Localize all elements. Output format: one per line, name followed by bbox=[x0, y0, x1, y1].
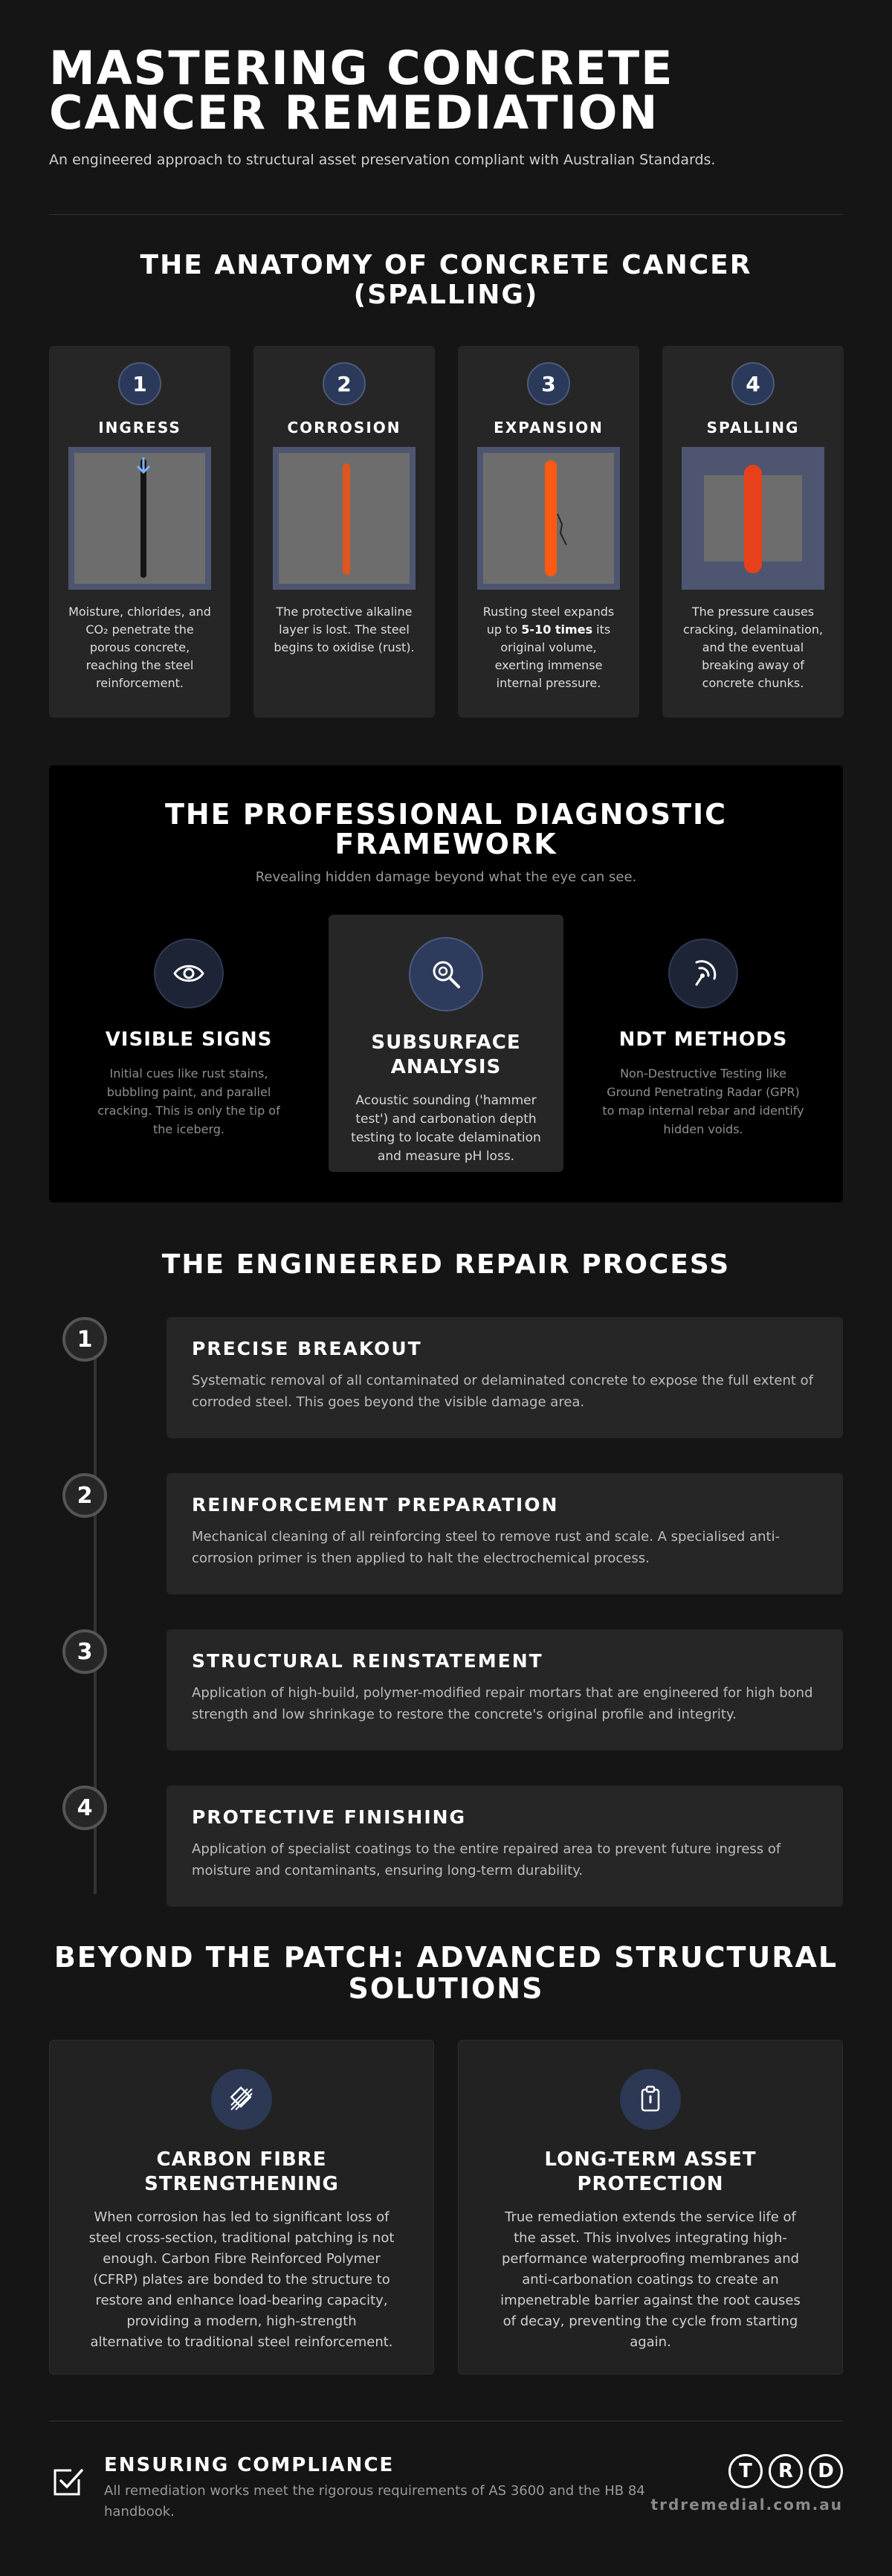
stage-number: 1 bbox=[118, 362, 161, 405]
brand-letter-t: T bbox=[728, 2454, 763, 2488]
corrosion-illustration bbox=[273, 447, 416, 590]
expanded-rebar-shape bbox=[545, 460, 557, 576]
diagnostic-text: Non-Destructive Testing like Ground Penetrating Radar (GPR) to map internal rebar and identify hidden voids. bbox=[602, 1066, 804, 1136]
diagnostic-text: Initial cues like rust stains, bubbling paint, and parallel cracking. This is only the tip of the iceberg. bbox=[97, 1066, 280, 1136]
stage-card-expansion bbox=[458, 346, 639, 718]
step-number: 4 bbox=[62, 1786, 107, 1830]
page-title-line2: CANCER REMEDIATION bbox=[49, 86, 659, 140]
compliance-block bbox=[104, 2454, 669, 2522]
compliance-text: All remediation works meet the rigorous requirements of AS 3600 and the HB 84 handbook. bbox=[104, 2483, 645, 2519]
step-text: Application of high-build, polymer-modified repair mortars that are engineered for high bond strength and low shrinkage to restore the concrete's original profile and integrity. bbox=[192, 1685, 813, 1722]
radar-icon bbox=[668, 938, 738, 1008]
divider bbox=[49, 214, 843, 215]
repair-step bbox=[77, 1786, 843, 1907]
brand-url: trdremedial.com.au bbox=[650, 2496, 843, 2514]
brand-letter-d: D bbox=[809, 2454, 843, 2488]
step-number: 3 bbox=[62, 1629, 107, 1674]
step-text: Application of specialist coatings to the entire repaired area to prevent future ingress of moisture and contaminants, ensuring long-term durability. bbox=[192, 1841, 781, 1878]
diagnostic-title bbox=[49, 799, 843, 859]
stage-number: 4 bbox=[731, 362, 775, 405]
step-title: PROTECTIVE FINISHING bbox=[192, 1806, 467, 1828]
anatomy-section bbox=[49, 251, 843, 718]
diagnostic-name: VISIBLE SIGNS bbox=[105, 1028, 273, 1051]
stage-description: The protective alkaline layer is lost. The steel begins to oxidise (rust). bbox=[274, 605, 415, 654]
ingress-illustration bbox=[68, 447, 211, 590]
diagnostic-section bbox=[49, 765, 843, 1202]
diagnostic-title-line1: THE PROFESSIONAL DIAGNOSTIC bbox=[164, 798, 728, 831]
eye-icon bbox=[154, 938, 224, 1008]
stage-number: 2 bbox=[323, 362, 366, 405]
fibre-icon bbox=[211, 2069, 272, 2130]
step-number: 1 bbox=[62, 1317, 107, 1362]
step-text: Systematic removal of all contaminated or delaminated concrete to expose the full extent of corroded steel. This goes beyond the visible damage area. bbox=[192, 1373, 814, 1410]
diagnostic-text: Acoustic sounding ('hammer test') and carbonation depth testing to locate delamination and measure pH loss. bbox=[351, 1093, 541, 1164]
brand-letters bbox=[651, 2454, 843, 2488]
brand-logo bbox=[651, 2454, 843, 2514]
stage-card-spalling bbox=[662, 346, 844, 718]
compliance-title: ENSURING COMPLIANCE bbox=[104, 2454, 395, 2476]
repair-step bbox=[77, 1473, 843, 1594]
repair-steps bbox=[49, 1317, 843, 1907]
checkbox-check-icon bbox=[49, 2463, 86, 2500]
advanced-cards bbox=[49, 2040, 843, 2374]
stage-name: EXPANSION bbox=[494, 419, 604, 437]
advanced-card-carbon-fibre bbox=[49, 2040, 434, 2374]
exposed-rebar-shape bbox=[744, 465, 762, 573]
anatomy-title-line1: THE ANATOMY OF CONCRETE CANCER bbox=[140, 250, 752, 280]
advanced-title-line1: BEYOND THE PATCH: ADVANCED STRUCTURAL bbox=[54, 1941, 838, 1974]
page-title-line1: MASTERING CONCRETE bbox=[49, 41, 674, 95]
diagnostic-visible-signs bbox=[71, 915, 306, 1172]
step-text: Mechanical cleaning of all reinforcing steel to remove rust and scale. A specialised anti-corrosion primer is then applied to halt the electrochemical process. bbox=[192, 1529, 780, 1566]
repair-step bbox=[77, 1629, 843, 1751]
stage-card-ingress bbox=[49, 346, 230, 718]
diagnostic-subsurface-analysis bbox=[329, 915, 563, 1172]
rusting-rebar-shape bbox=[343, 463, 350, 575]
stage-name: CORROSION bbox=[287, 419, 401, 437]
anatomy-title-line2: (SPALLING) bbox=[353, 280, 539, 310]
spalling-illustration bbox=[682, 447, 824, 590]
stage-name: INGRESS bbox=[98, 419, 181, 437]
step-number: 2 bbox=[62, 1473, 107, 1518]
advanced-card-name: LONG-TERM ASSET PROTECTION bbox=[544, 2148, 757, 2195]
clipboard-icon bbox=[620, 2069, 681, 2130]
advanced-card-text: When corrosion has led to significant loss of steel cross-section, traditional patching is not enough. Carbon Fibre Reinforced Polymer (CFRP) plates are bonded to the structure to restore and enhance load-bearing capacity, providing a modern, high-strength alternative to traditional steel reinforcement. bbox=[88, 2209, 395, 2350]
brand-letter-r: R bbox=[769, 2454, 803, 2488]
advanced-card-asset-protection bbox=[458, 2040, 843, 2374]
stage-name: SPALLING bbox=[706, 419, 800, 437]
advanced-section bbox=[49, 1942, 843, 2374]
repair-step bbox=[77, 1317, 843, 1438]
advanced-card-text: True remediation extends the service life of the asset. This involves integrating high-performance waterproofing membranes and anti-carbonation coatings to create an impenetrable barrier against the root causes of decay, preventing the cycle from starting again. bbox=[500, 2209, 801, 2350]
hero bbox=[49, 0, 843, 168]
repair-title: THE ENGINEERED REPAIR PROCESS bbox=[161, 1249, 731, 1280]
expansion-illustration bbox=[477, 447, 620, 590]
stage-description: Rusting steel expands up to 5-10 times its original volume, exerting immense internal pressure. bbox=[482, 605, 615, 690]
crack-icon bbox=[556, 512, 571, 550]
step-title: REINFORCEMENT PREPARATION bbox=[192, 1494, 559, 1516]
footer bbox=[49, 2454, 843, 2522]
rebar-shape bbox=[140, 459, 146, 578]
anatomy-stages bbox=[49, 346, 843, 718]
page-subtitle: An engineered approach to structural asset preservation compliant with Australian Standards. bbox=[49, 152, 716, 168]
magnifier-icon bbox=[409, 937, 483, 1011]
stage-card-corrosion bbox=[253, 346, 435, 718]
advanced-title bbox=[49, 1942, 843, 2004]
advanced-title-line2: SOLUTIONS bbox=[348, 1972, 544, 2005]
diagnostic-ndt-methods bbox=[586, 915, 821, 1172]
step-title: STRUCTURAL REINSTATEMENT bbox=[192, 1650, 543, 1672]
diagnostic-columns bbox=[49, 915, 843, 1172]
stage-number: 3 bbox=[527, 362, 570, 405]
repair-section bbox=[49, 1250, 843, 1907]
advanced-card-name: CARBON FIBRE STRENGTHENING bbox=[144, 2148, 339, 2195]
stage-description: Moisture, chlorides, and CO₂ penetrate the porous concrete, reaching the steel reinforcement. bbox=[68, 605, 211, 690]
step-title: PRECISE BREAKOUT bbox=[192, 1338, 422, 1359]
diagnostic-subtitle: Revealing hidden damage beyond what the eye can see. bbox=[255, 869, 637, 885]
diagnostic-name: NDT METHODS bbox=[618, 1028, 788, 1051]
diagnostic-name: SUBSURFACE ANALYSIS bbox=[371, 1031, 521, 1078]
arrow-down-icon bbox=[135, 456, 152, 477]
anatomy-title bbox=[49, 251, 843, 310]
stage-description: The pressure causes cracking, delamination, and the eventual breaking away of concrete chunks. bbox=[682, 605, 824, 690]
page-title bbox=[49, 41, 843, 140]
diagnostic-title-line2: FRAMEWORK bbox=[334, 828, 558, 860]
